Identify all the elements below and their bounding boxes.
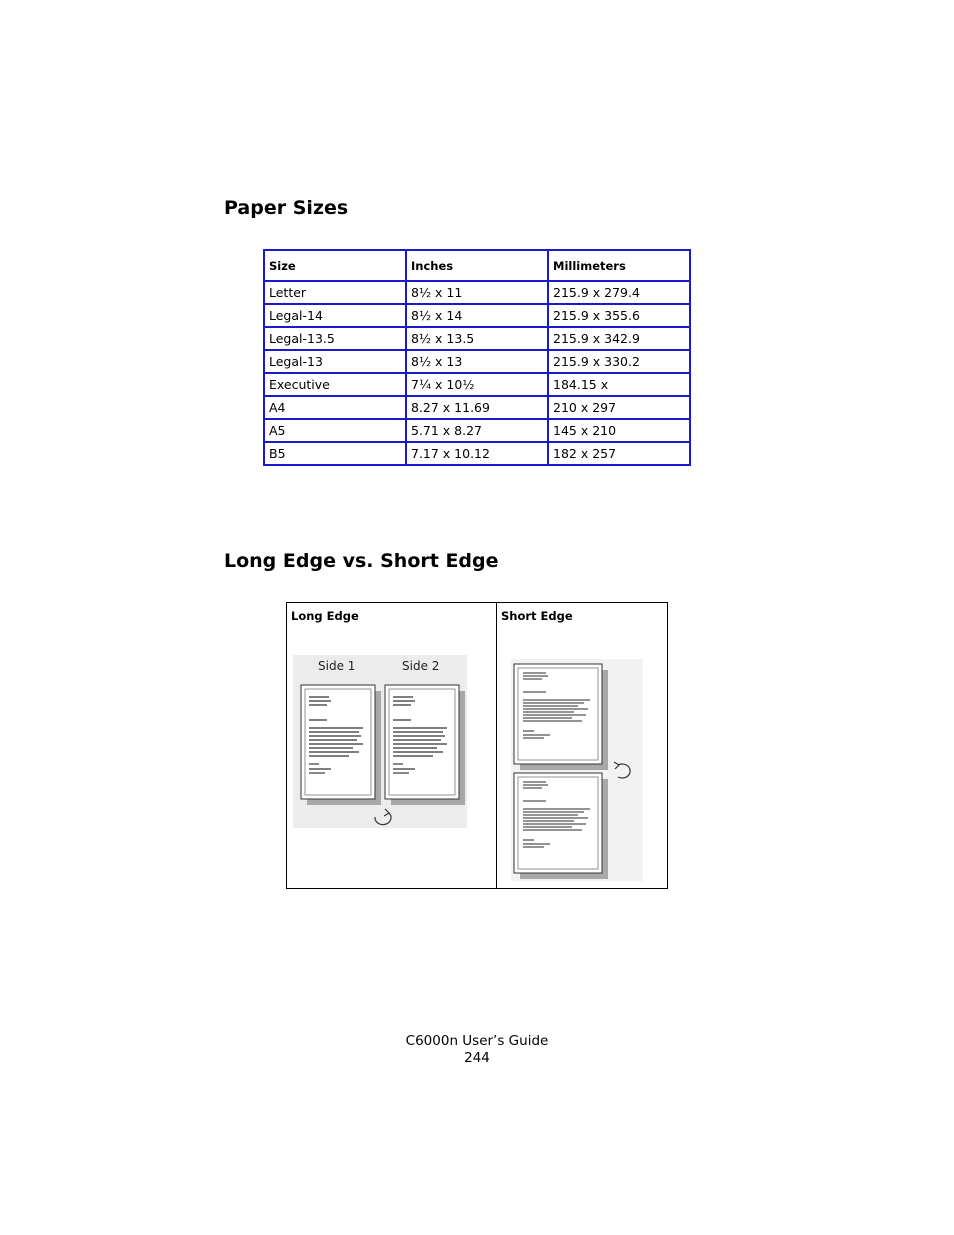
cell-millimeters: 215.9 x 355.6 [548, 304, 690, 327]
cell-millimeters: 145 x 210 [548, 419, 690, 442]
footer-guide-title: C6000n User’s Guide [405, 1033, 549, 1049]
cell-size: Executive [264, 373, 406, 396]
cell-millimeters: 182 x 257 [548, 442, 690, 465]
cell-size: Legal-13.5 [264, 327, 406, 350]
cell-size: B5 [264, 442, 406, 465]
header-inches: Inches [406, 250, 548, 281]
cell-size: A5 [264, 419, 406, 442]
cell-millimeters: 215.9 x 342.9 [548, 327, 690, 350]
table-row [264, 373, 690, 396]
cell-millimeters: 215.9 x 279.4 [548, 281, 690, 304]
long-edge-page-2 [385, 685, 465, 805]
long-edge-cell [287, 603, 497, 888]
table-row [264, 327, 690, 350]
edge-comparison-box [286, 602, 668, 889]
cell-millimeters: 184.15 x [548, 373, 690, 396]
table-row [264, 350, 690, 373]
edge-heading: Long Edge vs. Short Edge [224, 550, 499, 572]
cell-inches: 8.27 x 11.69 [406, 396, 548, 419]
table-row [264, 442, 690, 465]
long-edge-illustration [287, 603, 496, 888]
short-edge-illustration [497, 603, 667, 888]
table-row [264, 304, 690, 327]
cell-inches: 7¼ x 10½ [406, 373, 548, 396]
paper-sizes-table [263, 249, 691, 466]
cell-inches: 8½ x 13 [406, 350, 548, 373]
short-edge-cell [497, 603, 667, 888]
header-millimeters: Millimeters [548, 250, 690, 281]
side1-label: Side 1 [318, 659, 356, 673]
table-header-row [264, 250, 690, 281]
table-row [264, 396, 690, 419]
cell-inches: 8½ x 11 [406, 281, 548, 304]
long-edge-label: Long Edge [291, 609, 359, 623]
cell-size: Legal-13 [264, 350, 406, 373]
cell-size: A4 [264, 396, 406, 419]
table-row [264, 419, 690, 442]
cell-inches: 5.71 x 8.27 [406, 419, 548, 442]
cell-size: Letter [264, 281, 406, 304]
short-edge-page-1 [514, 664, 608, 770]
short-edge-label: Short Edge [501, 609, 573, 623]
header-size: Size [264, 250, 406, 281]
page-footer [0, 1033, 954, 1067]
cell-inches: 8½ x 13.5 [406, 327, 548, 350]
table-row [264, 281, 690, 304]
short-edge-page-2 [514, 773, 608, 879]
cell-size: Legal-14 [264, 304, 406, 327]
cell-inches: 7.17 x 10.12 [406, 442, 548, 465]
footer-page-number: 244 [464, 1050, 490, 1066]
paper-sizes-heading: Paper Sizes [224, 197, 349, 219]
cell-millimeters: 210 x 297 [548, 396, 690, 419]
cell-inches: 8½ x 14 [406, 304, 548, 327]
side2-label: Side 2 [402, 659, 440, 673]
long-edge-page-1 [301, 685, 381, 805]
cell-millimeters: 215.9 x 330.2 [548, 350, 690, 373]
